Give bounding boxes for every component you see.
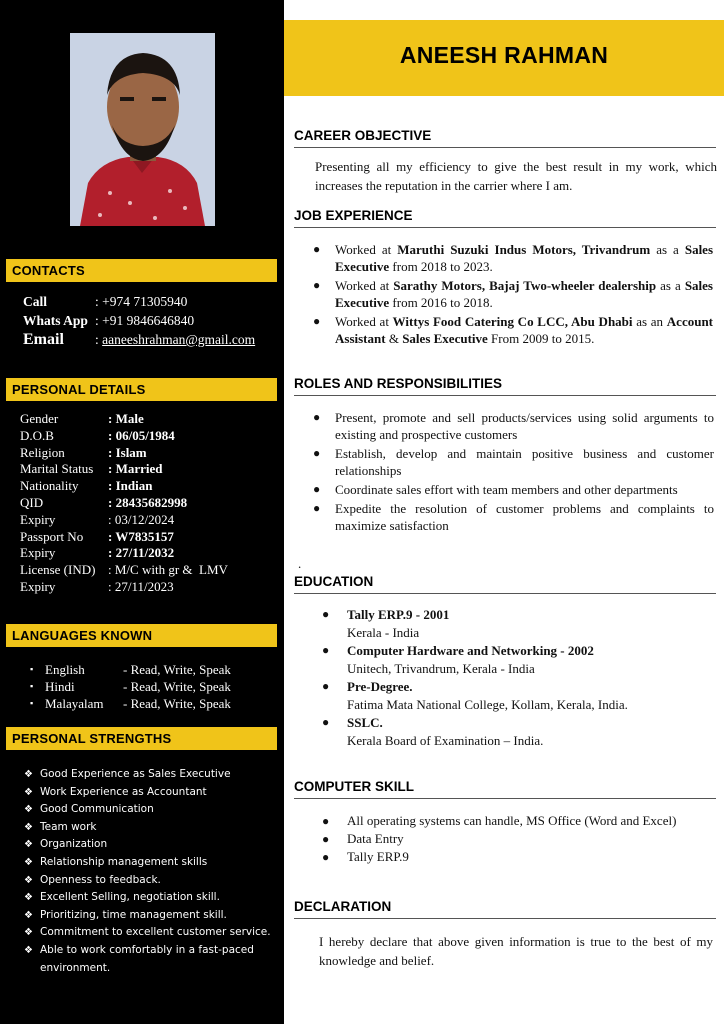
detail-row [20,545,228,562]
languages-heading: LANGUAGES KNOWN [6,624,277,647]
list-item [322,642,628,677]
job-experience-heading: JOB EXPERIENCE [294,208,716,228]
job-text: & [385,331,403,346]
bullet-icon: ● [322,832,330,846]
role-text: Expedite the resolution of customer problems and complaints to maximize satisfaction [335,501,714,533]
education-detail: Kerala - India [347,624,420,640]
list-item [24,766,274,784]
education-list [322,606,628,750]
bullet-icon: ● [322,814,330,828]
job-entry [335,241,713,275]
bullet-icon: ● [313,314,321,328]
list-item [24,784,274,802]
detail-label: Expiry [20,578,56,594]
detail-row [20,428,228,445]
strengths-list [24,766,274,977]
list-item [24,801,274,819]
roles-list [313,409,714,536]
bullet-icon: ● [313,278,321,292]
detail-row [20,529,228,546]
diamond-bullet-icon: ❖ [24,909,33,921]
roles-heading: ROLES AND RESPONSIBILITIES [294,376,716,396]
skill-text: Data Entry [347,831,404,846]
strength-text: Relationship management skills [40,855,208,868]
detail-value: : Male [108,411,144,426]
contact-call [23,292,255,311]
list-item [30,661,231,678]
bullet-icon: ● [313,482,321,496]
job-period: from 2018 to 2023. [389,259,493,274]
language-name: Malayalam [45,696,104,711]
list-item [313,481,714,498]
contacts-list [23,292,255,349]
detail-value: : 03/12/2024 [108,511,175,527]
list-item [24,872,274,890]
personal-details-list [20,411,228,596]
role-text: Coordinate sales effort with team members and other departments [335,482,678,497]
strength-text: Team work [40,820,97,833]
job-text: Worked at [335,242,398,257]
job-text: Worked at [335,278,394,293]
personal-details-heading: PERSONAL DETAILS [6,378,277,401]
declaration-text: I hereby declare that above given information is true to the best of my knowledge and belief. [319,934,713,968]
detail-label: Gender [20,411,59,426]
computer-skill-heading: COMPUTER SKILL [294,779,716,799]
list-item [24,819,274,837]
detail-value: : Married [108,461,163,477]
list-item [313,277,713,311]
language-skills: - Read, Write, Speak [123,696,231,711]
list-item [313,313,713,347]
detail-label: QID [20,494,44,510]
declaration-heading: DECLARATION [294,899,716,919]
skill-text: Tally ERP.9 [347,849,409,864]
bullet-icon: ● [322,607,330,621]
career-objective-text: Presenting all my efficiency to give the best result in my work, which increases the reputation in the carrier where I am. [315,159,717,193]
name-banner [284,20,724,96]
strength-text: Organization [40,838,108,851]
detail-label: Passport No [20,528,84,544]
detail-label: Marital Status [20,461,94,477]
language-skills: - Read, Write, Speak [123,679,231,694]
education-title: Pre-Degree. [347,679,413,694]
detail-row [20,495,228,512]
detail-value: : 06/05/1984 [108,427,175,443]
list-item [313,500,714,534]
contact-label: Whats App [23,313,88,328]
bullet-icon: ● [313,410,321,424]
contacts-heading: CONTACTS [6,259,277,282]
diamond-bullet-icon: ❖ [24,944,33,956]
language-name: Hindi [45,679,75,694]
list-item [30,695,231,712]
strength-text: Work Experience as Accountant [40,785,207,798]
bullet-icon: ● [313,242,321,256]
strength-text: Good Communication [40,803,154,816]
diamond-bullet-icon: ❖ [24,821,33,833]
bullet-icon: ● [313,501,321,515]
contact-separator: : [95,332,103,347]
strength-text: Good Experience as Sales Executive [40,768,231,780]
detail-row [20,461,228,478]
diamond-bullet-icon: ❖ [24,856,33,868]
list-item [313,241,713,275]
list-item [322,848,718,866]
diamond-bullet-icon: ❖ [24,786,33,798]
strength-text: Prioritizing, time management skill. [40,908,227,921]
detail-label: Nationality [20,478,79,494]
diamond-bullet-icon: ❖ [24,769,33,780]
detail-value: : 27/11/2023 [108,578,174,594]
detail-row [20,478,228,495]
job-company: Sarathy Motors, Bajaj Two-wheeler dealership [393,278,657,293]
strength-text: Excellent Selling, negotiation skill. [40,891,220,904]
education-detail: Fatima Mata National College, Kollam, Kerala, India. [347,696,628,712]
education-title: Computer Hardware and Networking - 2002 [347,643,594,658]
list-item [24,942,274,977]
job-company: Wittys Food Catering Co LCC, Abu Dhabi [392,314,633,329]
computer-skill-list [322,812,718,866]
detail-row [20,579,228,596]
trailing-dot: . [298,556,302,571]
detail-label: Expiry [20,545,56,561]
bullet-icon: ● [322,643,330,657]
job-text: Worked at [335,314,393,329]
career-objective-heading: CAREER OBJECTIVE [294,128,716,148]
detail-label: Expiry [20,511,56,527]
job-text: as a [656,278,685,293]
education-detail: Unitech, Trivandrum, Kerala - India [347,660,535,676]
job-role: Sales Executive [335,278,713,310]
detail-value: : M/C with gr & LMV [108,562,228,578]
list-item [24,924,274,942]
detail-row [20,445,228,462]
skill-text: All operating systems can handle, MS Office (Word and Excel) [347,813,677,828]
bullet-icon: ● [322,679,330,693]
education-title: Tally ERP.9 - 2001 [347,607,450,622]
detail-label: Religion [20,444,65,460]
square-bullet-icon: ▪ [30,681,34,691]
diamond-bullet-icon: ❖ [24,839,33,851]
language-skills: - Read, Write, Speak [123,662,231,677]
list-item [322,830,718,848]
sidebar [0,0,284,1024]
detail-row [20,562,228,579]
detail-value: : W7835157 [108,528,174,544]
bullet-icon: ● [322,715,330,729]
list-item [322,714,628,749]
job-entry [335,277,713,311]
detail-value: : 27/11/2032 [108,545,175,561]
list-item [313,445,714,479]
diamond-bullet-icon: ❖ [24,804,33,816]
contact-value[interactable]: : +974 71305940 [95,294,188,309]
diamond-bullet-icon: ❖ [24,874,33,886]
language-name: English [45,662,85,677]
education-title: SSLC. [347,715,383,730]
email-link[interactable]: aaneeshrahman@gmail.com [102,332,256,347]
detail-label: D.O.B [20,427,54,443]
list-item [322,606,628,641]
detail-label: License (IND) [20,562,96,578]
job-period: From 2009 to 2015. [487,331,595,346]
languages-list [30,661,231,712]
profile-photo [70,33,215,226]
contact-value[interactable]: : +91 9846646840 [95,313,195,328]
strength-text: Able to work comfortably in a fast-paced environment. [40,943,254,974]
square-bullet-icon: ▪ [30,664,34,674]
list-item [322,678,628,713]
job-period: from 2016 to 2018. [389,295,493,310]
contact-label: Call [23,294,48,309]
list-item [24,889,274,907]
square-bullet-icon: ▪ [30,698,34,708]
diamond-bullet-icon: ❖ [24,927,33,939]
diamond-bullet-icon: ❖ [24,892,33,904]
strength-text: Commitment to excellent customer service. [40,926,271,939]
contact-email [23,330,255,349]
role-text: Establish, develop and maintain positive business and customer relationships [335,446,714,478]
detail-value: : Indian [108,478,153,494]
job-entry [335,313,713,347]
strength-text: Openness to feedback. [40,873,161,886]
role-text: Present, promote and sell products/services using solid arguments to existing and prospective customers [335,410,714,442]
job-text: as an [632,314,667,329]
candidate-name: ANEESH RAHMAN [399,42,609,68]
detail-row [20,512,228,529]
job-experience-list [313,241,713,349]
list-item [313,409,714,443]
list-item [322,812,718,830]
bullet-icon: ● [322,850,330,864]
job-company: Maruthi Suzuki Indus Motors, Trivandrum [397,242,651,257]
contact-whatsapp [23,311,255,330]
education-heading: EDUCATION [294,574,716,594]
job-role: Sales Executive [402,331,488,346]
job-role: Sales Executive [335,242,714,274]
list-item [24,836,274,854]
bullet-icon: ● [313,446,321,460]
detail-value: : Islam [108,444,147,460]
education-detail: Kerala Board of Examination – India. [347,732,544,748]
list-item [24,854,274,872]
job-role: Account Assistant [335,314,713,346]
strengths-heading: PERSONAL STRENGTHS [6,727,277,750]
list-item [30,678,231,695]
detail-row [20,411,228,428]
job-text: as a [650,242,685,257]
contact-label: Email [23,331,64,348]
list-item [24,907,274,925]
detail-value: : 28435682998 [108,494,188,510]
